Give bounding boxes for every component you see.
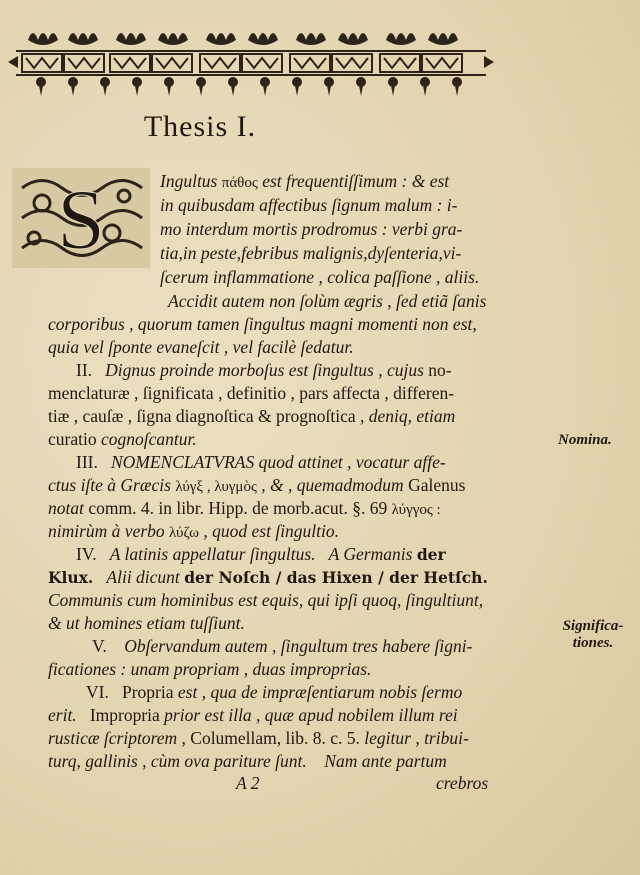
thesis-title: Thesis I. bbox=[143, 110, 257, 143]
text-line: ſcerum inflammatione , colica paſſione , aliis. bbox=[160, 267, 480, 287]
text-line: & ut homines etiam tuſſiunt. bbox=[48, 613, 245, 633]
text-line: Klux. Alii dicunt der Noſch / das Hixen / der Hetſch. bbox=[48, 567, 488, 587]
text-line: rusticæ ſcriptorem , Columellam, lib. 8. c. 5. legitur , tribui- bbox=[48, 728, 469, 748]
text-line: ficationes : unam propriam , duas improprias. bbox=[48, 659, 372, 679]
catchword: crebros bbox=[436, 773, 489, 793]
text-line: Accidit autem non ſolùm ægris , ſed etiã ſanis bbox=[168, 291, 487, 311]
text-line: tiæ , cauſæ , ſigna diagnoſtica & prognoſtica , deniq, etiam bbox=[48, 406, 456, 426]
text-line: turq, gallinis , cùm ova pariture ſunt. Nam ante partum bbox=[48, 751, 447, 771]
text-line: ctus iſte à Græcis λύγξ , λυγμὸς , & , quemadmodum Galenus bbox=[48, 475, 466, 495]
ornamental-headpiece bbox=[8, 10, 494, 102]
text-line: notat comm. 4. in libr. Hipp. de morb.acut. §. 69 λύγγος : bbox=[48, 498, 441, 518]
text-line: V. Obſervandum autem , ſingultum tres habere ſigni- bbox=[92, 636, 473, 656]
signature-mark: A 2 bbox=[236, 773, 260, 793]
svg-text:S: S bbox=[57, 171, 105, 267]
margin-note-nomina: Nomina. bbox=[558, 432, 612, 448]
text-line: III. NOMENCLATVRAS quod attinet , vocatur affe- bbox=[76, 452, 446, 472]
text-line: in quibusdam affectibus ſignum malum : i- bbox=[160, 195, 458, 215]
text-line: nimirùm à verbo λύζω , quod est ſingultio. bbox=[48, 521, 340, 541]
margin-note-significationes: Significa- tiones. bbox=[562, 618, 624, 651]
text-line: curatio cognoſcantur. bbox=[48, 429, 197, 449]
text-line: tia,in peste,febribus malignis,dyſenteria,vi- bbox=[160, 243, 462, 263]
text-line: Communis cum hominibus est equis, qui ipſi quoq, ſingultiunt, bbox=[48, 590, 484, 610]
text-line: corporibus , quorum tamen ſingultus magni momenti non est, bbox=[48, 314, 477, 334]
text-line: quia vel ſponte evaneſcit , vel facilè ſedatur. bbox=[48, 337, 354, 357]
text-line: Ingultus πάθος est frequentiſſimum : & est bbox=[160, 171, 450, 191]
text-line: II. Dignus proinde morboſus est ſingultus , cujus no- bbox=[76, 360, 452, 380]
text-line: IV. A latinis appellatur ſingultus. A Germanis der bbox=[76, 544, 446, 564]
text-line: mo interdum mortis prodromus : verbi gra- bbox=[160, 219, 463, 239]
text-line: erit. Impropria prior est illa , quæ apud nobilem illum rei bbox=[48, 705, 458, 725]
text-line: VI. Propria est , qua de impræſentiarum nobis ſermo bbox=[86, 682, 463, 702]
decorated-initial-s bbox=[12, 168, 150, 268]
text-line: menclaturæ , ſignificata , definitio , pars affecta , differen- bbox=[48, 383, 455, 403]
